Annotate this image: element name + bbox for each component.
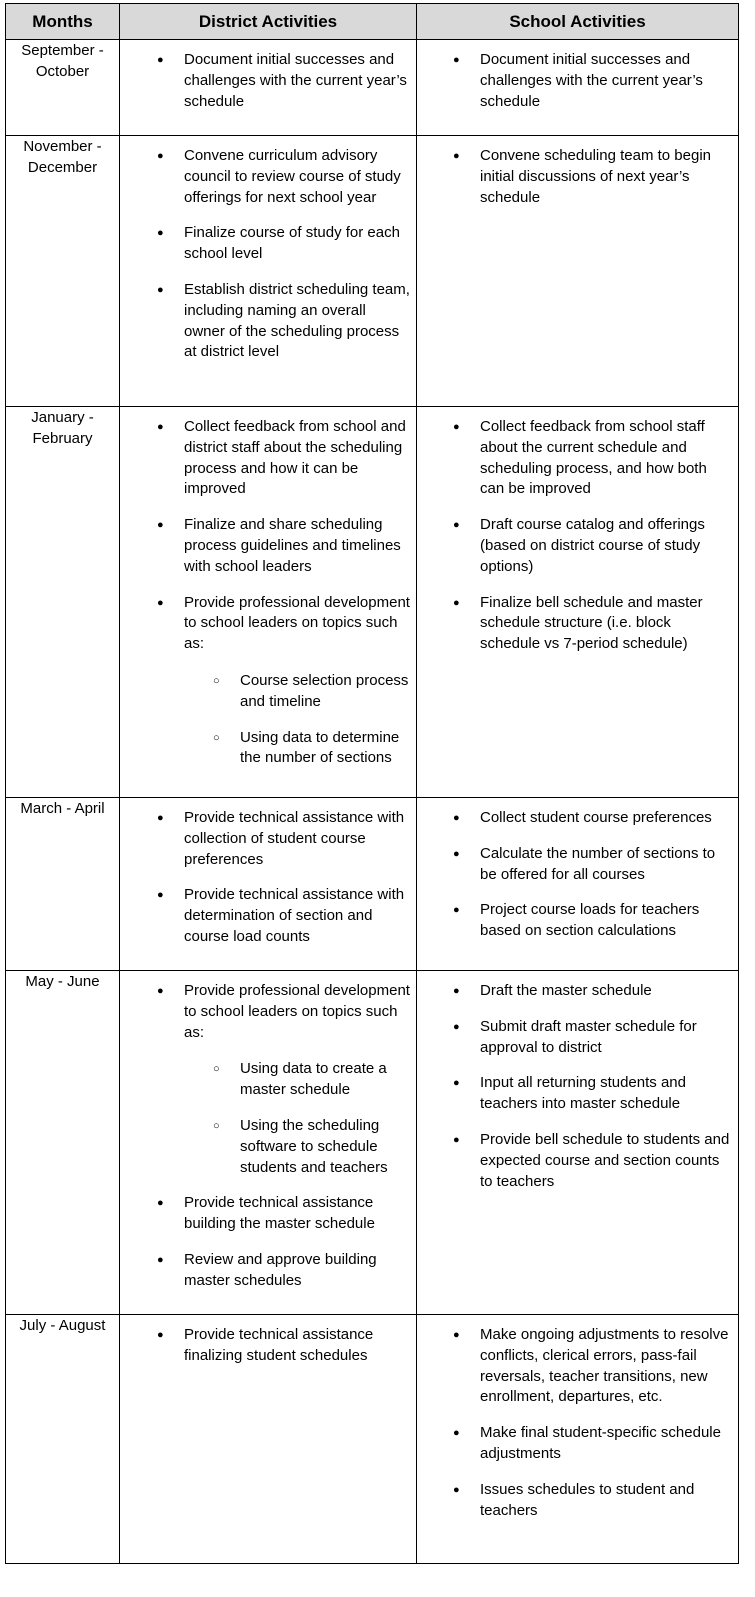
- activity-item: [120, 981, 410, 1178]
- school-cell: [417, 136, 739, 407]
- activity-item: ● Project course loads for teachers based on section calculations: [417, 900, 732, 942]
- activity-item: ● Input all returning students and teachers into master schedule: [417, 1073, 732, 1115]
- activity-item: ● Provide technical assistance building the master schedule: [120, 1193, 410, 1235]
- table-row: [6, 407, 739, 798]
- activity-item: ● Collect feedback from school and district staff about the scheduling process and how it can be improved: [120, 417, 410, 500]
- activity-item-text: Provide professional development to school leaders on topics such as:: [184, 593, 410, 653]
- activity-item: ● Make ongoing adjustments to resolve conflicts, clerical errors, pass-fail reversals, teacher transitions, new enrollment, departures, etc.: [417, 1325, 732, 1408]
- activity-item: ● Document initial successes and challenges with the current year’s schedule: [120, 50, 410, 112]
- header-row: [6, 4, 739, 40]
- activity-item: ● Provide technical assistance with determination of section and course load counts: [120, 885, 410, 947]
- table-row: [6, 971, 739, 1315]
- activity-item: ● Collect feedback from school staff about the current schedule and scheduling process, and how both can be improved: [417, 417, 732, 500]
- activity-item: ● Finalize course of study for each school level: [120, 223, 410, 265]
- sub-activity-item: ○ Using data to determine the number of sections: [184, 728, 410, 770]
- activity-item-text: Provide professional development to school leaders on topics such as:: [184, 982, 410, 1041]
- month-cell: September - October: [6, 40, 120, 136]
- school-cell: [417, 1315, 739, 1564]
- table-row: [6, 136, 739, 407]
- activity-item: ● Provide bell schedule to students and expected course and section counts to teachers: [417, 1130, 732, 1192]
- month-cell: July - August: [6, 1315, 120, 1564]
- table-row: [6, 798, 739, 971]
- activity-item: ● Finalize and share scheduling process guidelines and timelines with school leaders: [120, 515, 410, 577]
- activity-item: ● Review and approve building master schedules: [120, 1250, 410, 1292]
- activity-item: ● Establish district scheduling team, including naming an overall owner of the scheduling process at district level: [120, 280, 410, 363]
- activity-item: ● Provide technical assistance with collection of student course preferences: [120, 808, 410, 870]
- table-row: [6, 40, 739, 136]
- activity-item: ● Finalize bell schedule and master schedule structure (i.e. block schedule vs 7-period schedule): [417, 593, 732, 655]
- district-cell: [120, 40, 417, 136]
- activity-item: [120, 593, 410, 770]
- activity-item: ● Convene curriculum advisory council to review course of study offerings for next school year: [120, 146, 410, 208]
- month-cell: January - February: [6, 407, 120, 798]
- table-row: [6, 1315, 739, 1564]
- school-cell: [417, 971, 739, 1315]
- activity-item: ● Document initial successes and challenges with the current year’s schedule: [417, 50, 732, 112]
- school-cell: [417, 40, 739, 136]
- activity-item: ● Convene scheduling team to begin initial discussions of next year’s schedule: [417, 146, 732, 208]
- header-district-activities: District Activities: [120, 4, 417, 40]
- month-cell: November - December: [6, 136, 120, 407]
- district-cell: [120, 971, 417, 1315]
- month-cell: May - June: [6, 971, 120, 1315]
- month-cell: March - April: [6, 798, 120, 971]
- activity-item: ● Calculate the number of sections to be offered for all courses: [417, 844, 732, 886]
- school-cell: [417, 798, 739, 971]
- header-school-activities: School Activities: [417, 4, 739, 40]
- district-cell: [120, 1315, 417, 1564]
- district-cell: [120, 136, 417, 407]
- sub-activity-item: ○ Using data to create a master schedule: [184, 1059, 410, 1101]
- sub-activity-item: ○ Using the scheduling software to schedule students and teachers: [184, 1116, 410, 1178]
- activity-item: ● Submit draft master schedule for approval to district: [417, 1017, 732, 1059]
- district-cell: [120, 407, 417, 798]
- activity-item: ● Provide technical assistance finalizing student schedules: [120, 1325, 410, 1367]
- district-cell: [120, 798, 417, 971]
- school-cell: [417, 407, 739, 798]
- activity-item: ● Collect student course preferences: [417, 808, 732, 829]
- activity-item: ● Draft course catalog and offerings (based on district course of study options): [417, 515, 732, 577]
- activities-table: [5, 3, 739, 1564]
- header-months: Months: [6, 4, 120, 40]
- activity-item: ● Draft the master schedule: [417, 981, 732, 1002]
- activity-item: ● Make final student-specific schedule adjustments: [417, 1423, 732, 1465]
- sub-activity-item: ○ Course selection process and timeline: [184, 671, 410, 713]
- activity-item: ● Issues schedules to student and teachers: [417, 1480, 732, 1522]
